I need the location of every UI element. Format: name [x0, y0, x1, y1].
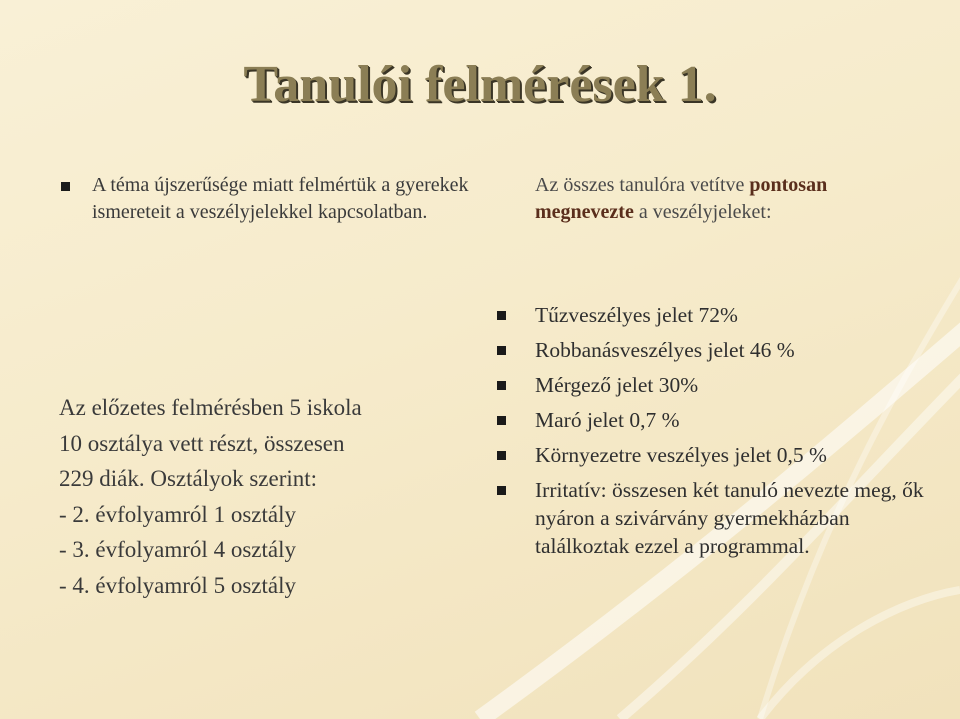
result-item	[497, 336, 937, 364]
intro-text: A téma újszerűsége miatt felmértük a gyerekek ismereteit a veszélyjelekkel kapcsolatban.	[92, 174, 469, 223]
previous-survey-block	[59, 390, 459, 603]
previous-survey-line: - 4. évfolyamról 5 osztály	[59, 572, 296, 598]
previous-survey-line: 229 diák. Osztályok szerint:	[59, 466, 318, 491]
result-text: Tűzveszélyes jelet 72%	[535, 303, 738, 327]
square-bullet-icon	[497, 346, 506, 355]
result-text: Mérgező jelet 30%	[535, 373, 699, 397]
square-bullet-icon	[497, 451, 506, 460]
summary-text	[535, 172, 915, 226]
result-item	[497, 371, 937, 399]
results-list	[497, 301, 937, 567]
result-text: Irritatív: összesen két tanuló nevezte meg, ők nyáron a szivárvány gyermekházban találkoztak ezzel a programmal.	[535, 478, 924, 558]
slide-title: Tanulói felmérések 1.	[243, 56, 717, 113]
square-bullet-icon	[497, 381, 506, 390]
result-item	[497, 476, 937, 560]
summary-after: a veszélyjeleket:	[633, 201, 772, 223]
previous-survey-line: - 2. évfolyamról 1 osztály	[59, 501, 296, 527]
summary-emphasis: pontosan megnevezte	[535, 174, 828, 223]
result-item	[497, 406, 937, 434]
square-bullet-icon	[61, 182, 70, 191]
previous-survey-line: 10 osztálya vett részt, összesen	[59, 430, 345, 456]
previous-survey-line: Az előzetes felmérésben 5 iskola	[59, 395, 362, 420]
square-bullet-icon	[497, 416, 506, 425]
result-text: Robbanásveszélyes jelet 46 %	[535, 338, 795, 362]
result-text: Maró jelet 0,7 %	[535, 408, 680, 432]
result-text: Környezetre veszélyes jelet 0,5 %	[535, 443, 827, 467]
square-bullet-icon	[497, 311, 506, 320]
summary-before: Az összes tanulóra vetítve	[535, 174, 750, 196]
square-bullet-icon	[497, 486, 506, 495]
result-item	[497, 441, 937, 469]
previous-survey-line: - 3. évfolyamról 4 osztály	[59, 537, 296, 562]
result-item	[497, 301, 937, 329]
